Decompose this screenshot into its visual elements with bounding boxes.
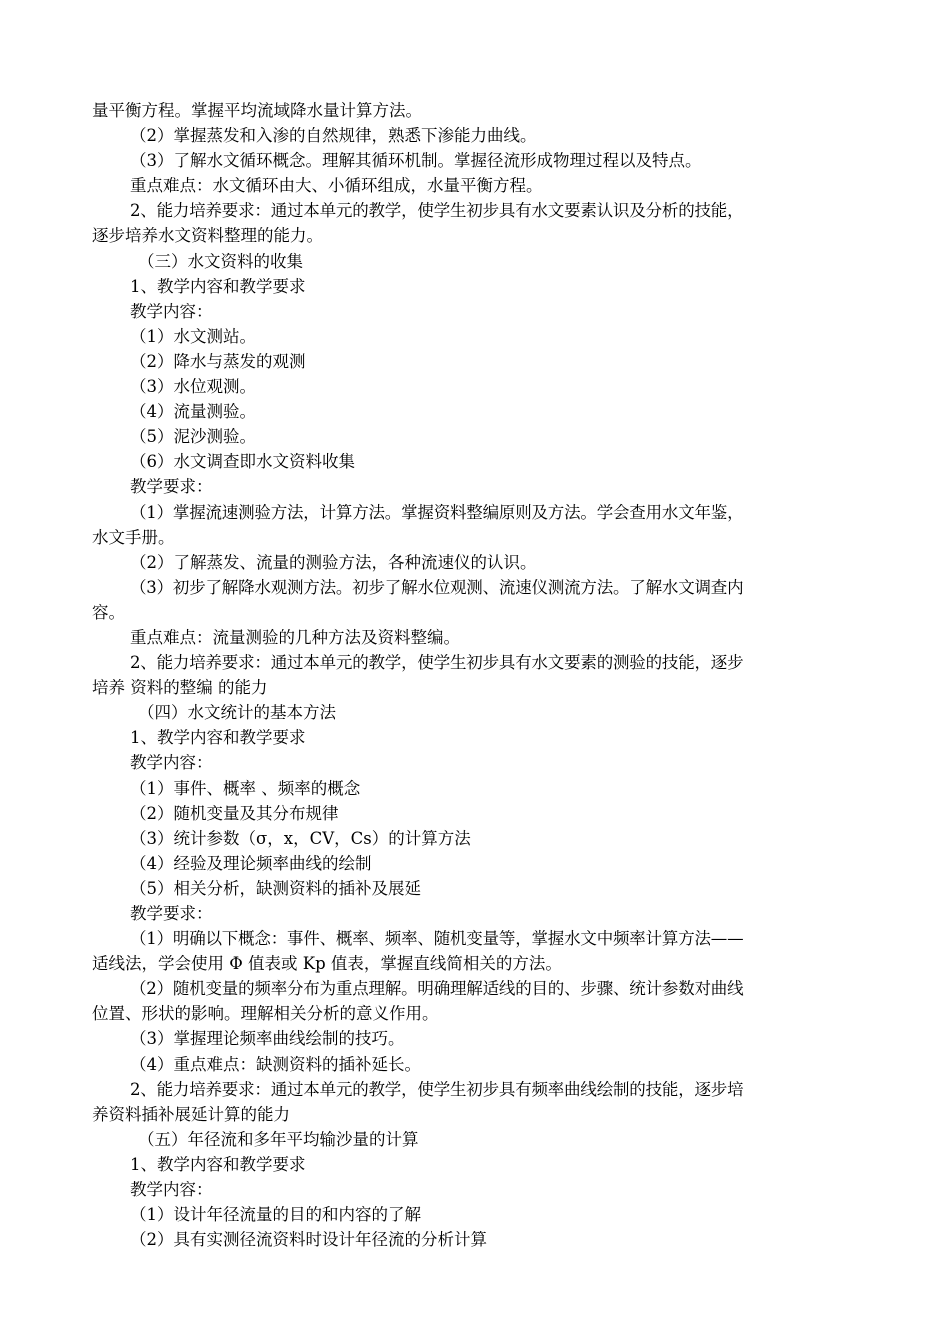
text-line: （3）水位观测。	[130, 377, 256, 397]
text-line: （1）事件、概率 、频率的概念	[130, 778, 361, 798]
text-line: 水文手册。	[92, 527, 175, 547]
text-line: （1）设计年径流量的目的和内容的了解	[130, 1205, 421, 1225]
text-line: 位置、形状的影响。理解相关分析的意义作用。	[92, 1004, 439, 1024]
text-line: （4）经验及理论频率曲线的绘制	[130, 853, 372, 873]
text-line: 1、教学内容和教学要求	[130, 276, 306, 296]
text-line: 逐步培养水文资料整理的能力。	[92, 226, 323, 246]
text-line: 容。	[92, 602, 125, 622]
text-line: （5）相关分析，缺测资料的插补及展延	[130, 878, 421, 898]
section-heading: （四）水文统计的基本方法	[138, 703, 336, 723]
text-line: （3）初步了解降水观测方法。初步了解水位观测、流速仪测流方法。了解水文调查内	[130, 577, 744, 597]
text-line: 适线法，学会使用 Φ 值表或 Kp 值表，掌握直线简相关的方法。	[92, 954, 562, 974]
text-line: （2）降水与蒸发的观测	[130, 351, 306, 371]
text-line: （2）随机变量及其分布规律	[130, 803, 339, 823]
text-line: 2、能力培养要求：通过本单元的教学，使学生初步具有水文要素的测验的技能，逐步	[130, 653, 744, 673]
text-line: 养资料插补展延计算的能力	[92, 1104, 290, 1124]
text-line: 教学要求：	[130, 477, 213, 497]
text-line: （1）明确以下概念：事件、概率、频率、随机变量等，掌握水文中频率计算方法——	[130, 929, 744, 949]
text-line: 2、能力培养要求：通过本单元的教学，使学生初步具有频率曲线绘制的技能，逐步培	[130, 1079, 744, 1099]
text-line: （2）随机变量的频率分布为重点理解。明确理解适线的目的、步骤、统计参数对曲线	[130, 979, 744, 999]
section-heading: （五）年径流和多年平均输沙量的计算	[138, 1129, 419, 1149]
text-line: （4）流量测验。	[130, 402, 256, 422]
text-line: （1）水文测站。	[130, 326, 256, 346]
text-line: 1、教学内容和教学要求	[130, 728, 306, 748]
text-line: （2）了解蒸发、流量的测验方法，各种流速仪的认识。	[130, 552, 537, 572]
text-line: （6）水文调查即水文资料收集	[130, 452, 355, 472]
text-line: （3）了解水文循环概念。理解其循环机制。掌握径流形成物理过程以及特点。	[130, 151, 702, 171]
text-line: （4）重点难点：缺测资料的插补延长。	[130, 1054, 421, 1074]
text-line: （5）泥沙测验。	[130, 427, 256, 447]
text-line: 培养 资料的整编 的能力	[92, 678, 268, 698]
text-line: （1）掌握流速测验方法，计算方法。掌握资料整编原则及方法。学会查用水文年鉴，	[130, 502, 744, 522]
text-line: （3）统计参数（σ，x，CV，Cs）的计算方法	[130, 828, 471, 848]
section-heading: （三）水文资料的收集	[138, 251, 303, 271]
text-line: 教学内容：	[130, 1180, 213, 1200]
text-line: （2）掌握蒸发和入渗的自然规律，熟悉下渗能力曲线。	[130, 126, 537, 146]
text-line: 教学要求：	[130, 904, 213, 923]
text-line: （3）掌握理论频率曲线绘制的技巧。	[130, 1029, 405, 1049]
text-line: 教学内容：	[130, 301, 213, 321]
document-body	[92, 98, 860, 1252]
text-line: 重点难点：水文循环由大、小循环组成，水量平衡方程。	[130, 176, 543, 196]
text-line: 1、教学内容和教学要求	[130, 1154, 306, 1174]
text-line: 量平衡方程。掌握平均流域降水量计算方法。	[92, 101, 422, 120]
text-line: （2）具有实测径流资料时设计年径流的分析计算	[130, 1230, 487, 1250]
text-line: 2、能力培养要求：通过本单元的教学，使学生初步具有水文要素认识及分析的技能，	[130, 201, 744, 221]
text-line: 重点难点：流量测验的几种方法及资料整编。	[130, 627, 460, 647]
text-line: 教学内容：	[130, 753, 213, 773]
